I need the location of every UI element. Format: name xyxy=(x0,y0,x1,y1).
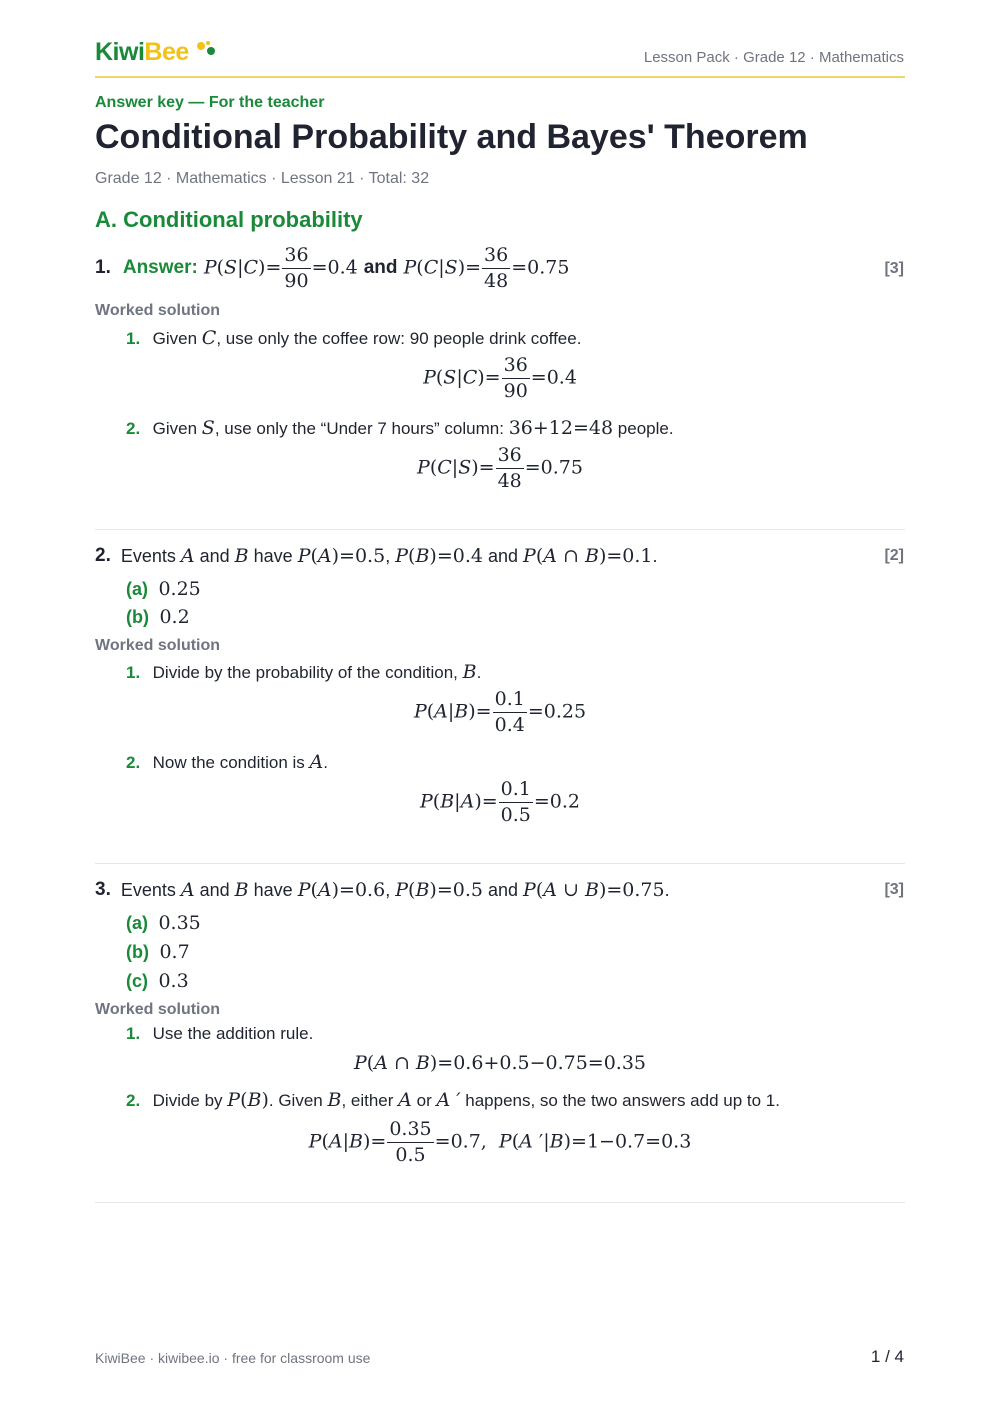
answer-key-label: Answer key — For the teacher xyxy=(95,94,325,111)
step-number: 1. xyxy=(126,663,141,682)
solution-step xyxy=(126,751,328,773)
pack-info: Lesson Pack · Grade 12 · Mathematics xyxy=(643,49,904,66)
section-heading: A. Conditional probability xyxy=(95,207,363,232)
answer-part: (a) 0.25 xyxy=(126,578,201,600)
question-number: 1. xyxy=(95,257,111,278)
step-number: 1. xyxy=(126,1024,141,1043)
answer-math-1: P(S|C)= $\frac{36}{90}$ =0.4 xyxy=(203,243,358,292)
display-equation: P(A ∩ B)=0.6+0.5−0.75=0.35 xyxy=(353,1052,647,1074)
bee-dots-icon xyxy=(196,40,216,58)
marks-badge: [3] xyxy=(884,881,904,898)
display-equation: P(C|S)= $\frac{36}{48}$ =0.75 xyxy=(417,444,583,492)
answer-math-2: P(C|S)= $\frac{36}{48}$ =0.75 xyxy=(403,243,570,292)
solution-step xyxy=(126,1024,313,1044)
display-equation: P(A|B)= $\frac{0.1}{0.4}$ =0.25 xyxy=(413,688,587,736)
answer-and: and xyxy=(363,257,398,278)
brand-kiwi: Kiwi xyxy=(95,38,145,66)
question-divider xyxy=(95,1202,905,1203)
solution-step xyxy=(126,327,581,349)
step-text: Use the addition rule. xyxy=(152,1024,314,1043)
brand-logo xyxy=(95,38,216,67)
answer-part: (c) 0.3 xyxy=(126,970,189,992)
question-text: Events A and B have P(A)=0.6, P(B)=0.5 and P(A ∪ B)=0.75. xyxy=(120,879,670,901)
question-1-answer-line xyxy=(95,244,569,292)
brand-bee: Bee xyxy=(144,38,189,66)
answer-part: (a) 0.35 xyxy=(126,912,201,934)
page-meta: Grade 12 · Mathematics · Lesson 21 · Total: 32 xyxy=(95,170,430,187)
marks-badge: [3] xyxy=(884,260,904,277)
solution-step xyxy=(126,417,674,439)
answer-part: (b) 0.2 xyxy=(126,606,190,628)
worked-solution-label: Worked solution xyxy=(95,637,221,654)
question-3-stem xyxy=(95,877,670,903)
answer-label: Answer: xyxy=(122,257,198,278)
step-text: Given S, use only the “Under 7 hours” column: 36+12=48 people. xyxy=(152,417,674,439)
question-divider xyxy=(95,529,905,530)
worked-solution-label: Worked solution xyxy=(95,1001,221,1018)
question-divider xyxy=(95,863,905,864)
answer-part: (b) 0.7 xyxy=(126,941,190,963)
step-number: 2. xyxy=(126,419,141,438)
solution-step xyxy=(126,1089,780,1111)
page-title: Conditional Probability and Bayes' Theorem xyxy=(95,118,808,156)
footer-text: KiwiBee · kiwibee.io · free for classroom use xyxy=(95,1350,371,1366)
step-number: 1. xyxy=(126,329,141,348)
display-equation: P(B|A)= $\frac{0.1}{0.5}$ =0.2 xyxy=(419,778,581,826)
header-rule xyxy=(95,76,905,78)
step-number: 2. xyxy=(126,1091,141,1110)
question-number: 3. xyxy=(95,879,111,900)
question-text: Events A and B have P(A)=0.5, P(B)=0.4 and P(A ∩ B)=0.1. xyxy=(120,545,658,567)
display-equation: P(A|B)= $\frac{0.35}{0.5}$ =0.7, P(A ′|B)=1−0.7=0.3 xyxy=(308,1118,692,1166)
step-number: 2. xyxy=(126,753,141,772)
question-number: 2. xyxy=(95,545,111,566)
step-text: Given C, use only the coffee row: 90 people drink coffee. xyxy=(152,327,582,349)
step-text: Now the condition is A. xyxy=(152,751,328,773)
solution-step xyxy=(126,661,481,683)
display-equation: P(S|C)= $\frac{36}{90}$ =0.4 xyxy=(423,354,577,402)
page-number: 1 / 4 xyxy=(870,1347,904,1366)
question-2-stem xyxy=(95,543,658,569)
step-text: Divide by the probability of the condition, B. xyxy=(152,661,482,683)
worked-solution-label: Worked solution xyxy=(95,302,221,319)
marks-badge: [2] xyxy=(884,547,904,564)
step-text: Divide by P(B). Given B, either A or A ′ happens, so the two answers add up to 1. xyxy=(152,1089,780,1111)
